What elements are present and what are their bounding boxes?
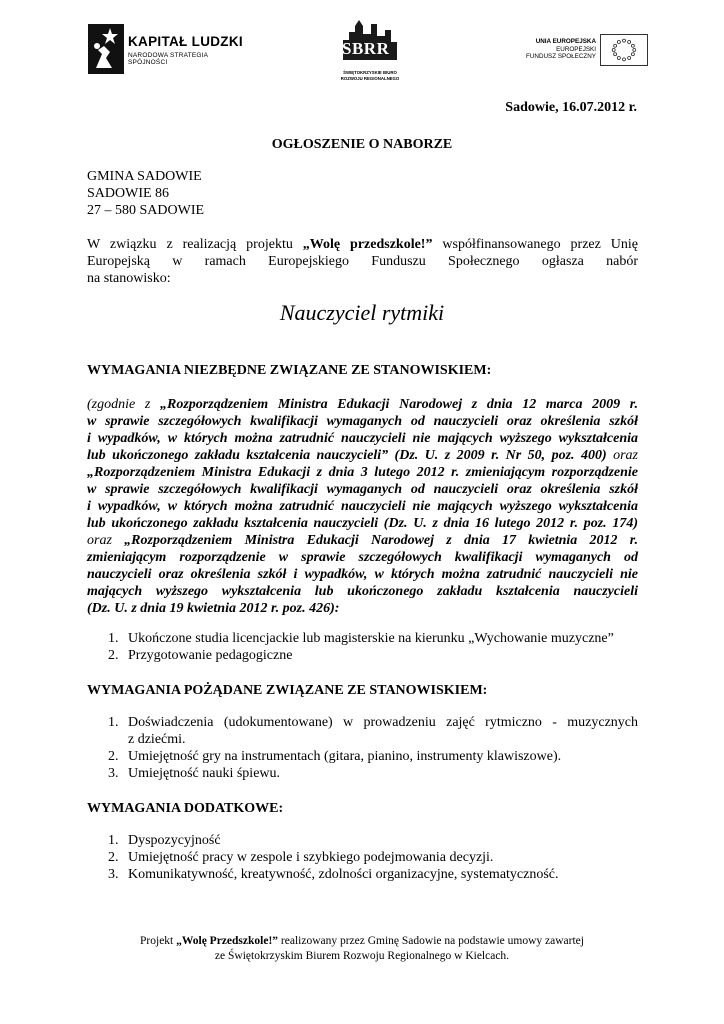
list-number: 3.: [108, 766, 119, 781]
legal-text: „Rozporządzeniem Ministra Edukacji Narodowej z dnia 12 marca 2009 r.: [160, 397, 638, 412]
list-item: [108, 748, 638, 765]
list-item-text: z dziećmi.: [128, 732, 186, 747]
footer-text: Projekt: [140, 935, 177, 947]
list-item-continuation: [108, 731, 638, 748]
legal-text: oraz: [87, 533, 125, 548]
eu-line-2: EUROPEJSKI: [556, 46, 596, 53]
document-date: Sadowie, 16.07.2012 r.: [505, 100, 637, 115]
intro-text: współfinansowanego przez Unię: [432, 237, 638, 252]
footer-line-1: [0, 934, 724, 949]
list-item: [108, 832, 638, 849]
legal-text: lub ukończonego zakładu kształcenia nauczycieli (Dz. U. z dnia 16 lutego 2012 r. poz. 174): [87, 516, 638, 531]
page-header: [0, 0, 724, 90]
list-number: 1.: [108, 715, 119, 730]
intro-paragraph: [87, 236, 638, 287]
legal-text: i wypadków, w których można zatrudnić nauczycieli nie mających wyższego wykształcenia: [87, 431, 638, 446]
footer-project-name: „Wolę Przedszkole!”: [176, 935, 279, 947]
eu-flag-icon: [600, 34, 648, 66]
footer-text: realizowany przez Gminę Sadowie na podstawie umowy zawartej: [278, 935, 584, 947]
legal-paragraph: [87, 396, 638, 617]
legal-text: (zgodnie z: [87, 397, 161, 412]
kl-title: KAPITAŁ LUDZKI: [128, 34, 243, 49]
list-number: 3.: [108, 867, 119, 882]
intro-text: W związku z realizacją projektu: [87, 237, 303, 252]
additional-heading: WYMAGANIA DODATKOWE:: [87, 801, 284, 816]
project-name: „Wolę przedszkole!”: [302, 237, 433, 252]
intro-text: Europejską w ramach Europejskiego Funduszu Społecznego ogłasza nabór: [87, 254, 638, 269]
legal-text: w sprawie szczegółowych kwalifikacji wymaganych od nauczycieli oraz określenia szkół: [87, 482, 638, 497]
list-item: [108, 866, 638, 883]
list-item-text: Doświadczenia (udokumentowane) w prowadzeniu zajęć rytmiczno - muzycznych: [128, 715, 638, 730]
legal-text: „Rozporządzeniem Ministra Edukacji Narodowej z dnia 17 kwietnia 2012 r.: [124, 533, 638, 548]
legal-text: i wypadków, w których można zatrudnić nauczycieli nie mających wyższego wykształcenia: [87, 499, 638, 514]
list-number: 2.: [108, 648, 119, 663]
sbrr-subtitle-2: ROZWOJU REGIONALNEGO: [340, 76, 400, 81]
list-item-text: Umiejętność gry na instrumentach (gitara, pianino, instrumenty klawiszowe).: [128, 749, 562, 764]
address-line-1: GMINA SADOWIE: [87, 169, 202, 184]
intro-text: na stanowisko:: [87, 271, 171, 286]
legal-text: oraz: [606, 448, 638, 463]
desired-heading: WYMAGANIA POŻĄDANE ZWIĄZANE ZE STANOWISKIEM:: [87, 683, 488, 698]
required-list: [108, 630, 638, 664]
legal-text: w sprawie szczegółowych kwalifikacji wymaganych od nauczycieli oraz określenia szkół: [87, 414, 638, 429]
list-item: [108, 630, 638, 647]
legal-text: mających wyższego wykształcenia lub ukończonego zakładu kształcenia nauczycieli: [87, 584, 638, 599]
list-item-text: Ukończone studia licencjackie lub magisterskie na kierunku „Wychowanie muzyczne”: [128, 631, 614, 646]
legal-text: „Rozporządzeniem Ministra Edukacji z dnia 3 lutego 2012 r. zmieniającym rozporządzenie: [87, 465, 638, 480]
legal-text: lub ukończonego zakładu kształcenia nauczycieli” (Dz. U. z 2009 r. Nr 50, poz. 400): [87, 448, 607, 463]
list-item-text: Umiejętność nauki śpiewu.: [128, 766, 281, 781]
list-number: 1.: [108, 631, 119, 646]
additional-list: [108, 832, 638, 883]
list-item-text: Dyspozycyjność: [128, 833, 221, 848]
list-item-text: Komunikatywność, kreatywność, zdolności organizacyjne, systematyczność.: [128, 867, 559, 882]
position-title: Nauczyciel rytmiki: [279, 300, 445, 325]
legal-text: zmieniającym rozporządzenie w sprawie szczegółowych kwalifikacji wymaganych od: [87, 550, 638, 565]
list-number: 2.: [108, 749, 119, 764]
address-line-3: 27 – 580 SADOWIE: [87, 203, 205, 218]
eu-line-3: FUNDUSZ SPOŁECZNY: [526, 53, 596, 60]
kl-subtitle: NARODOWA STRATEGIA SPÓJNOŚCI: [128, 52, 208, 66]
list-number: 2.: [108, 850, 119, 865]
address-line-2: SADOWIE 86: [87, 186, 170, 201]
footer-line-2: ze Świętokrzyskim Biurem Rozwoju Regionalnego w Kielcach.: [214, 950, 510, 962]
sbrr-subtitle-1: ŚWIĘTOKRZYSKIE BIURO: [343, 70, 397, 75]
list-number: 1.: [108, 833, 119, 848]
sbrr-logo: [333, 18, 407, 82]
list-item-text: Umiejętność pracy w zespole i szybkiego podejmowania decyzji.: [128, 850, 494, 865]
list-item-text: Przygotowanie pedagogiczne: [128, 648, 293, 663]
required-heading: WYMAGANIA NIEZBĘDNE ZWIĄZANE ZE STANOWISKIEM:: [87, 363, 492, 378]
sbrr-name: SBRR: [342, 39, 390, 58]
legal-text: (Dz. U. z dnia 19 kwietnia 2012 r. poz. 426):: [87, 601, 340, 616]
kapital-ludzki-logo: [88, 24, 248, 78]
list-item: [108, 849, 638, 866]
eu-logo: [520, 30, 648, 70]
list-item: [108, 647, 638, 664]
list-item: [108, 714, 638, 731]
eu-line-1: UNIA EUROPEJSKA: [535, 38, 596, 45]
document-heading: OGŁOSZENIE O NABORZE: [271, 137, 453, 152]
page-footer: [0, 934, 724, 964]
legal-text: nauczycieli oraz określenia szkół i wypadków, w których można zatrudnić nauczycieli nie: [87, 567, 638, 582]
list-item: [108, 765, 638, 782]
kapital-ludzki-emblem-icon: [88, 24, 124, 74]
desired-list: [108, 714, 638, 782]
